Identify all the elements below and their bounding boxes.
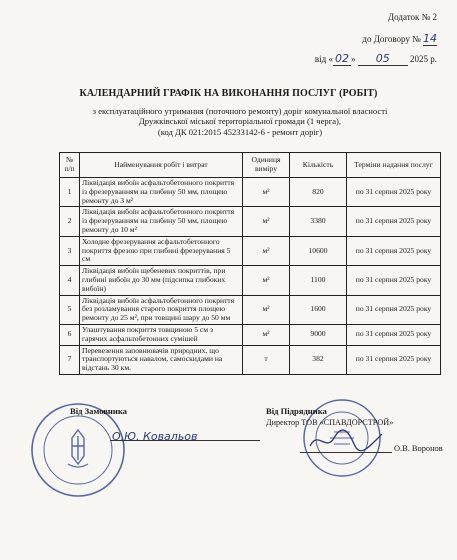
row-qty: 9000 [290, 324, 347, 345]
row-name: Холодне фрезерування асфальтобетонного покриття фрезою при глибині фрезерування 5 см [80, 236, 243, 265]
subtitle-line-3: (код ДК 021:2015 45233142-6 - ремонт доріг) [157, 126, 323, 137]
contract-date [315, 52, 437, 66]
document-subtitle [40, 106, 440, 137]
schedule-table [59, 152, 441, 375]
table-row [60, 178, 441, 207]
subtitle-line-2: Дружківської міської територіальної громади (1 черга), [138, 116, 342, 127]
row-qty: 820 [290, 178, 347, 207]
table-row [60, 345, 441, 374]
table-row [60, 295, 441, 324]
contract-prefix: до Договору № [362, 34, 421, 44]
row-unit: м² [243, 236, 290, 265]
table-header-row [60, 153, 441, 178]
row-name: Перевезення заповнювачів природних, що транспортуються навалом, самоскидами на відстань 30 км. [80, 345, 243, 374]
subtitle-line-1: з експлуатаційного утримання (поточного ремонту) доріг комунальної власності [92, 106, 388, 116]
row-qty: 1100 [290, 266, 347, 295]
table-row [60, 266, 441, 295]
row-term: по 31 серпня 2025 року [347, 266, 441, 295]
row-unit: т [243, 345, 290, 374]
row-unit: м² [243, 207, 290, 236]
date-month: 05 [358, 52, 408, 66]
row-term: по 31 серпня 2025 року [347, 207, 441, 236]
row-unit: м² [243, 178, 290, 207]
row-num: 4 [60, 266, 80, 295]
header-qty: Кількість [290, 153, 347, 178]
document-title: КАЛЕНДАРНИЙ ГРАФІК НА ВИКОНАННЯ ПОСЛУГ (РОБІТ) [79, 88, 378, 99]
row-name: Ліквідація вибоїн асфальтобетонного покриття із фрезеруванням на глибину 50 мм, площею ремонту до 3 м² [80, 178, 243, 207]
annex-label: Додаток № 2 [388, 12, 437, 22]
date-year: 2025 р. [410, 54, 437, 64]
row-num: 6 [60, 324, 80, 345]
row-qty: 10600 [290, 236, 347, 265]
row-term: по 31 серпня 2025 року [347, 324, 441, 345]
row-term: по 31 серпня 2025 року [347, 236, 441, 265]
date-day: 02 [335, 52, 349, 65]
row-unit: м² [243, 266, 290, 295]
row-num: 5 [60, 295, 80, 324]
row-name: Улаштування покриття товщиною 5 см з гарячих асфальтобетонних сумішей [80, 324, 243, 345]
table-row [60, 207, 441, 236]
row-term: по 31 серпня 2025 року [347, 295, 441, 324]
contractor-signature-line [300, 452, 392, 453]
row-name: Ліквідація вибоїн асфальтобетонного покриття без розламування старого покриття площею ремонту до 25 м², при товщині шару до 50 мм [80, 295, 243, 324]
header-term: Терміни надання послуг [347, 153, 441, 178]
customer-signature-line [110, 440, 260, 441]
row-unit: м² [243, 295, 290, 324]
header-name: Найменування робіт і витрат [80, 153, 243, 178]
table-row [60, 236, 441, 265]
contract-reference [362, 32, 437, 46]
contract-number: 14 [423, 32, 437, 45]
table-row [60, 324, 441, 345]
row-name: Ліквідація вибоїн щебеневих покриттів, при глибині вибоїн до 30 мм (підсипка глибоких вибоїн) [80, 266, 243, 295]
date-prefix: від « [314, 54, 333, 64]
row-num: 3 [60, 236, 80, 265]
customer-signatory-name: О.Ю. Ковальов [112, 430, 198, 443]
contractor-signatory-name: О.В. Воронов [394, 444, 443, 453]
row-qty: 1600 [290, 295, 347, 324]
row-num: 1 [60, 178, 80, 207]
contractor-signatory-role: Директор ТОВ «СПАВДОРСТРОЙ» [266, 418, 394, 427]
date-mid: » [351, 54, 356, 64]
header-unit: Одиниця виміру [243, 153, 290, 178]
row-term: по 31 серпня 2025 року [347, 178, 441, 207]
row-unit: м² [243, 324, 290, 345]
row-term: по 31 серпня 2025 року [347, 345, 441, 374]
row-num: 2 [60, 207, 80, 236]
row-qty: 3380 [290, 207, 347, 236]
row-qty: 382 [290, 345, 347, 374]
header-num: № п/п [60, 153, 80, 178]
row-name: Ліквідація вибоїн асфальтобетонного покриття із фрезеруванням на глибину 50 мм, площею ремонту до 10 м² [80, 207, 243, 236]
contractor-handwritten-signature [306, 426, 386, 454]
customer-signature-title: Від Замовника [70, 406, 127, 416]
row-num: 7 [60, 345, 80, 374]
contractor-signature-title: Від Підрядника [266, 406, 327, 416]
